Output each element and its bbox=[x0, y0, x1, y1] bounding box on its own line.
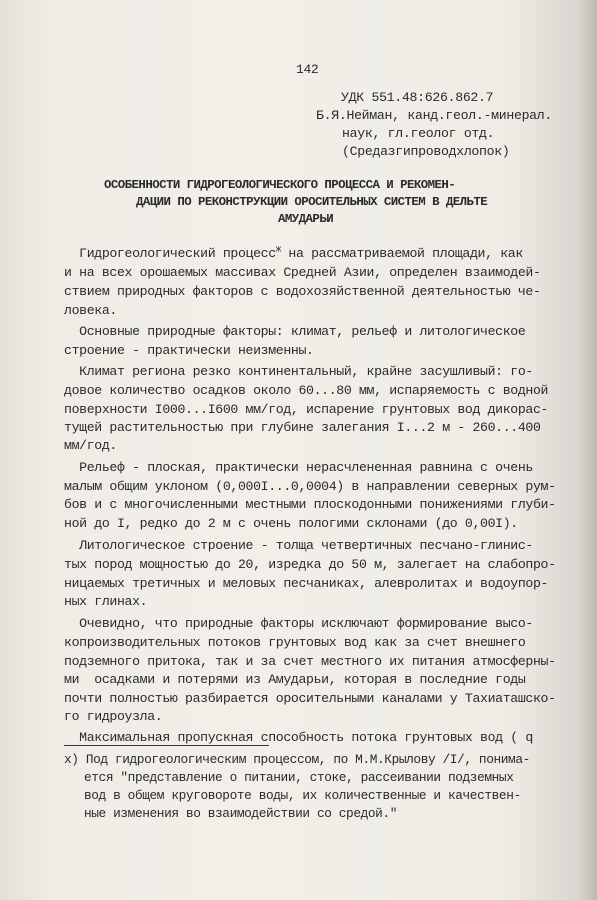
paragraph-5-line-2: тых пород мощностью до 20, изредка до 50 м, залегает на слабопро- bbox=[64, 557, 556, 572]
paragraph-4-line-4: ной до I, редко до 2 м с очень пологими склонами (до 0,00I). bbox=[64, 516, 518, 531]
paragraph-6-line-6: го гидроузла. bbox=[64, 709, 163, 724]
footnote-line-3: вод в общем круговороте воды, их количественные и качествен- bbox=[84, 788, 521, 803]
paragraph-3-line-4: тущей растительностью при глубине залегания I...2 м - 260...400 bbox=[64, 420, 541, 435]
paragraph-2-line-1: Основные природные факторы: климат, рельеф и литологическое bbox=[64, 324, 526, 339]
author-organization: (Средазгипроводхлопок) bbox=[342, 144, 510, 159]
footnote-line-2: ется "представление о питании, стоке, рассеивании подземных bbox=[84, 770, 514, 785]
footnote-marker: ж bbox=[275, 244, 281, 255]
article-title-line-1: ОСОБЕННОСТИ ГИДРОГЕОЛОГИЧЕСКОГО ПРОЦЕССА И РЕКОМЕН- bbox=[104, 178, 456, 192]
paragraph-1-lead-rest: на рассматриваемой площади, как bbox=[280, 246, 523, 261]
paragraph-3-line-5: мм/год. bbox=[64, 438, 117, 453]
paragraph-7-line-1: Максимальная пропускная способность потока грунтовых вод ( q bbox=[64, 730, 533, 745]
paragraph-3-line-1: Климат региона резко континентальный, крайне засушливый: го- bbox=[64, 364, 533, 379]
article-title-line-2: ДАЦИИ ПО РЕКОНСТРУКЦИИ ОРОСИТЕЛЬНЫХ СИСТЕМ В ДЕЛЬТЕ bbox=[136, 195, 488, 209]
author-name: Б.Я.Нейман, канд.геол.-минерал. bbox=[316, 108, 553, 123]
paragraph-6-line-1: Очевидно, что природные факторы исключают формирование высо- bbox=[64, 616, 533, 631]
paragraph-1-line-3: ствием природных факторов с водохозяйственной деятельностью че- bbox=[64, 284, 541, 299]
paragraph-3-line-2: довое количество осадков около 60...80 мм, испаряемость с водной bbox=[64, 383, 549, 398]
footnote-line-4: ные изменения во взаимодействии со средой." bbox=[84, 806, 398, 821]
udc-code: УДК 551.48:626.862.7 bbox=[341, 90, 494, 105]
paragraph-6-line-5: почти полностью разбирается оросительными каналами у Тахиаташско- bbox=[64, 691, 556, 706]
paragraph-1-line-1 bbox=[64, 246, 523, 262]
paragraph-1-line-4: ловека. bbox=[64, 303, 117, 318]
paragraph-3-line-3: поверхности I000...I600 мм/год, испарение грунтовых вод дикорас- bbox=[64, 402, 549, 417]
paragraph-4-line-2: малым общим уклоном (0,000I...0,0004) в направлении северных рум- bbox=[64, 479, 556, 494]
paragraph-6-line-3: подземного притока, так и за счет местного их питания атмосферны- bbox=[64, 654, 556, 669]
paragraph-5-line-3: ницаемых третичных и меловых песчаниках, алевролитах и водоупор- bbox=[64, 576, 549, 591]
paragraph-5-line-1: Литологическое строение - толща четвертичных песчано-глинис- bbox=[64, 538, 533, 553]
paragraph-2-line-2: строение - практически неизменны. bbox=[64, 343, 314, 358]
footnote-line-1: x) Под гидрогеологическим процессом, по М.М.Крылову /I/, понима- bbox=[64, 752, 530, 767]
article-title-line-3: АМУДАРЬИ bbox=[278, 212, 334, 226]
paragraph-1-lead: Гидрогеологический процесс bbox=[64, 246, 276, 261]
paragraph-6-line-2: копроизводительных потоков грунтовых вод как за счет внешнего bbox=[64, 635, 526, 650]
paragraph-6-line-4: ми осадками и потерями из Амударьи, которая в последние годы bbox=[64, 672, 526, 687]
page-number: 142 bbox=[296, 62, 319, 77]
footnote-divider bbox=[64, 745, 269, 746]
paragraph-1-line-2: и на всех орошаемых массивах Средней Азии, определен взаимодей- bbox=[64, 265, 541, 280]
author-position: наук, гл.геолог отд. bbox=[342, 126, 495, 141]
paragraph-5-line-4: ных глинах. bbox=[64, 594, 148, 609]
paragraph-4-line-3: бов и с многочисленными местными плоскодонными понижениями глуби- bbox=[64, 497, 556, 512]
paragraph-4-line-1: Рельеф - плоская, практически нерасчлененная равнина с очень bbox=[64, 460, 533, 475]
